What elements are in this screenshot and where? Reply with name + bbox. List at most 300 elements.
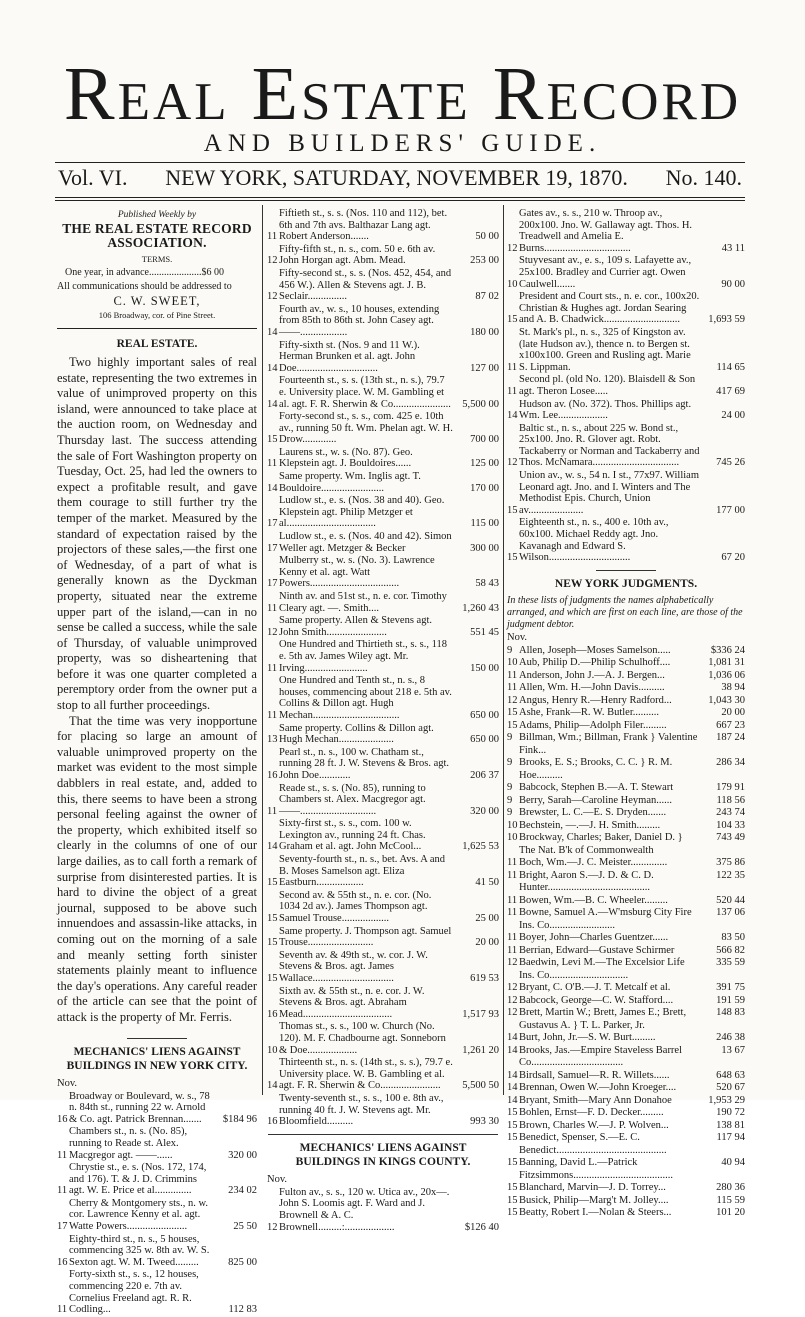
entry-amount: 24 00	[721, 410, 745, 422]
entry-text: Burt, John, Jr.—S. W. Burt.........	[519, 1032, 656, 1044]
entry-day: 12	[507, 957, 518, 969]
entry-amount: 619 53	[470, 973, 499, 984]
entry-text: Chrystie st., e. s. (Nos. 172, 174, and 176). T. & J. D. Crimmins agt. W. E. Price et al..............	[69, 1162, 207, 1197]
lien-entry	[267, 244, 499, 267]
entry-amount: 101 20	[716, 1207, 745, 1219]
entry-day: 9	[507, 732, 513, 744]
entry-day: 14	[267, 482, 278, 494]
lien-entry	[267, 747, 499, 782]
entry-amount: 191 59	[716, 994, 745, 1006]
terms-label: TERMS.	[141, 254, 173, 264]
entry-day: 15	[507, 1157, 518, 1169]
entry-day: 17	[267, 518, 278, 530]
lien-entry	[267, 1093, 499, 1128]
lien-entry	[267, 926, 499, 949]
entry-day: 10	[507, 819, 518, 831]
entry-day: 14	[507, 1094, 518, 1106]
entry-text: Beatty, Robert I.—Nolan & Steers...	[519, 1207, 672, 1219]
entry-text: Boyer, John—Charles Guentzer......	[519, 932, 669, 944]
entry-amount: 234 02	[228, 1185, 257, 1197]
entry-day: 15	[507, 552, 518, 564]
entry-day: 11	[507, 682, 518, 694]
judgment-entry	[507, 932, 745, 945]
entry-text: Second pl. (old No. 120). Blaisdell & Son agt. Theron Losee.....	[519, 374, 696, 397]
entry-text: One Hundred and Thirtieth st., s. s., 118 e. 5th av. James Wiley agt. Mr. Irving........................	[279, 639, 447, 674]
entry-amount: 520 67	[716, 1082, 745, 1094]
lien-entry	[267, 615, 499, 638]
entry-text: Babcock, George—C. W. Stafford....	[519, 994, 674, 1006]
lien-entry	[267, 591, 499, 614]
judgment-entry	[507, 795, 745, 808]
entry-text: President and Court sts., n. e. cor., 100x20. Christian & Hughes agt. Jordan Searing and A. B. Chadwick.............................	[519, 291, 700, 326]
entry-text: Bechstein, —.—J. H. Smith.........	[519, 819, 661, 831]
judgment-entry	[507, 1007, 745, 1032]
judgments-list	[507, 645, 745, 1220]
entry-text: Ninth av. and 51st st., n. e. cor. Timothy Cleary agt. —. Smith....	[279, 591, 447, 614]
entry-day: 13	[267, 734, 278, 746]
entry-text: Brooks, E. S.; Brooks, C. C. } R. M. Hoe..........	[519, 757, 673, 781]
entry-amount: 187 24	[716, 732, 745, 744]
entry-text: Same property. J. Thompson agt. Samuel Trouse.........................	[279, 925, 452, 949]
entry-text: Baedwin, Levi M.—The Excelsior Life Ins. Co..............................	[519, 957, 685, 981]
entry-amount: 1,517 93	[462, 1008, 499, 1020]
entry-text: Bowne, Samuel A.—W'msburg City Fire Ins. Co.........................	[519, 907, 692, 931]
entry-text: Seventh av. & 49th st., w. cor. J. W. Stevens & Bros. agt. James Wallace...............................	[279, 949, 428, 984]
entry-amount: 743 49	[716, 832, 745, 844]
published-weekly: Published Weekly by	[117, 210, 197, 220]
entry-text: Forty-second st., s. s., com. 425 e. 10th av., running 50 ft. Wm. Phelan agt. W. H. Drow.............	[279, 411, 453, 446]
entry-amount: 1,693 59	[708, 314, 745, 326]
entry-day: 15	[507, 504, 518, 516]
entry-text: Brockway, Charles; Baker, Daniel D. } The Nat. B'k of Commonwealth	[519, 832, 683, 856]
entry-text: Laurens st., w. s. (No. 87). Geo. Klepstein agt. J. Bouldoires......	[279, 446, 413, 470]
lien-entry	[57, 1198, 257, 1233]
entry-text: Babcock, Stephen B.—A. T. Stewart	[519, 782, 674, 794]
entry-amount: 417 69	[716, 385, 745, 397]
entry-day: 10	[267, 1044, 278, 1056]
entry-amount: 520 44	[716, 894, 745, 906]
judgment-entry	[507, 895, 745, 908]
entry-day: 16	[267, 1008, 278, 1020]
separator	[268, 1134, 498, 1135]
judgment-entry	[507, 720, 745, 733]
lien-entry	[507, 374, 745, 397]
entry-amount: 286 34	[716, 757, 745, 769]
entry-day: 11	[267, 709, 278, 721]
entry-amount: 117 94	[716, 1132, 745, 1144]
entry-amount: 179 91	[716, 782, 745, 794]
lien-entry	[267, 304, 499, 339]
entry-day: 15	[507, 1207, 518, 1219]
entry-text: Seventy-fourth st., n. s., bet. Avs. A and B. Moses Samelson agt. Eliza Eastburn..................	[279, 854, 446, 889]
entry-day: 15	[507, 1132, 518, 1144]
top-rule	[55, 162, 745, 163]
entry-day: 11	[507, 669, 518, 681]
entry-text: Brewster, L. C.—E. S. Dryden.......	[519, 807, 667, 819]
judgment-entry	[507, 1082, 745, 1095]
entry-day: 12	[507, 982, 518, 994]
entry-text: Billman, Wm.; Billman, Frank } Valentine Fink...	[519, 732, 698, 756]
entry-day: 9	[507, 782, 513, 794]
issue-number: No. 140.	[665, 165, 742, 190]
entry-text: Pearl st., n. s., 100 w. Chatham st., running 28 ft. J. W. Stevens & Bros. agt. John Doe............	[279, 746, 450, 781]
entry-text: Fourth av., w. s., 10 houses, extending from 85th to 86th st. John Casey agt. ——..................	[279, 303, 440, 338]
entry-amount: 138 81	[716, 1119, 745, 1131]
entry-amount: 566 82	[716, 944, 745, 956]
liens-kings-heading: MECHANICS' LIENS AGAINST BUILDINGS IN KINGS COUNTY.	[295, 1141, 471, 1168]
entry-amount: 13 67	[721, 1044, 745, 1056]
entry-text: Aub, Philip D.—Philip Schulhoff....	[519, 657, 671, 669]
judgment-entry	[507, 1095, 745, 1108]
separator	[596, 570, 656, 571]
volume: Vol. VI.	[58, 165, 128, 190]
entry-amount: 1,081 31	[708, 657, 745, 669]
entry-amount: 180 00	[470, 326, 499, 338]
entry-text: Gates av., s. s., 210 w. Throop av., 200x100. Jno. W. Gallaway agt. Thos. H. Treadwell and Amelia E. Burns.................................	[519, 208, 693, 254]
lien-entry	[57, 1162, 257, 1197]
entry-day: 12	[267, 291, 278, 303]
entry-text: Reade st., s. s. (No. 85), running to Chambers st. Alex. Macgregor agt. ——.............................	[279, 782, 426, 817]
lien-entry	[507, 208, 745, 254]
entry-text: Fiftieth st., s. s. (Nos. 110 and 112), bet. 6th and 7th avs. Balthazar Lang agt. Robert Anderson.......	[279, 208, 448, 243]
entry-amount: 1,036 06	[708, 669, 745, 681]
entry-text: Brett, Martin W.; Brett, James E.; Brett, Gustavus A. } T. L. Parker, Jr.	[519, 1007, 687, 1031]
entry-amount: 667 23	[716, 719, 745, 731]
entry-amount: 25 00	[475, 913, 499, 925]
judgment-entry	[507, 1157, 745, 1182]
entry-day: 15	[267, 434, 278, 446]
entry-amount: 122 35	[716, 869, 745, 881]
column-1	[57, 208, 257, 1317]
lien-entry	[267, 639, 499, 674]
lien-entry	[267, 471, 499, 494]
entry-text: Birdsall, Samuel—R. R. Willets......	[519, 1069, 670, 1081]
entry-text: Forty-sixth st., s. s., 12 houses, commencing 220 e. 7th av. Cornelius Freeland agt. R. R. Codling...	[69, 1269, 199, 1316]
entry-text: Anderson, John J.—A. J. Bergen...	[519, 669, 665, 681]
entry-text: Hudson av. (No. 372). Thos. Phillips agt. Wm. Lee...................	[519, 398, 692, 422]
entry-day: 11	[267, 231, 278, 243]
entry-text: Cherry & Montgomery sts., n. w. cor. Lawrence Kenny et al. agt. Watte Powers.......................	[69, 1197, 209, 1233]
entry-amount: 104 33	[716, 819, 745, 831]
entry-day: 12	[507, 1007, 518, 1019]
entry-day: 15	[267, 913, 278, 925]
entry-amount: 335 59	[716, 957, 745, 969]
liens-kings-list	[267, 1187, 499, 1233]
communications-line: All communications should be addressed to	[57, 281, 232, 292]
entry-text: Adams, Philip—Adolph Filer.........	[519, 719, 667, 731]
entry-text: Angus, Henry R.—Henry Radford...	[519, 694, 672, 706]
judgments-note: In these lists of judgments the names alphabetically arranged, and which are first on each line, are those of the judgment debtor.	[507, 594, 743, 630]
judgment-entry	[507, 657, 745, 670]
entry-day: 9	[507, 807, 513, 819]
entry-text: Berry, Sarah—Caroline Heyman......	[519, 794, 672, 806]
entry-amount: 206 37	[470, 769, 499, 781]
column-divider	[262, 205, 263, 1095]
liens-nyc-cont-list	[267, 208, 499, 1128]
entry-day: 15	[507, 707, 518, 719]
entry-day: 14	[507, 1069, 518, 1081]
entry-amount: 41 50	[475, 877, 499, 889]
dateline	[58, 165, 742, 195]
entry-text: Boch, Wm.—J. C. Meister..............	[519, 857, 668, 869]
entry-text: Busick, Philip—Marg't M. Jolley....	[519, 1194, 669, 1206]
liens-kings-month: Nov.	[267, 1173, 288, 1185]
entry-amount: 5,500 00	[462, 398, 499, 410]
entry-text: Broadway or Boulevard, w. s., 78 n. 84th st., running 22 w. Arnold & Co. agt. Patrick Brennan.......	[69, 1090, 210, 1125]
entry-text: Fulton av., s. s., 120 w. Utica av., 20x—. John S. Loomis agt. F. Ward and J. Brownell & A. C. Brownell.........:...................	[279, 1186, 450, 1233]
entry-day: 17	[267, 542, 278, 554]
entry-day: 15	[507, 1194, 518, 1206]
entry-text: Fifty-sixth st. (Nos. 9 and 11 W.). Herman Brunken et al. agt. John Doe...............................	[279, 339, 420, 374]
lien-entry	[57, 1234, 257, 1269]
lien-entry	[267, 818, 499, 853]
entry-text: Thirteenth st., n. s. (14th st., s. s.), 79.7 e. University place. W. B. Gambling et al. agt. F. R. Sherwin & Co.......................	[279, 1057, 453, 1092]
entry-text: One Hundred and Tenth st., n. s., 8 houses, commencing about 218 e. 5th av. Collins & Dillon agt. Hugh Mechan.................................	[279, 675, 452, 721]
entry-amount: 125 00	[470, 458, 499, 470]
entry-text: Sixth av. & 55th st., n. e. cor. J. W. Stevens & Bros. agt. Abraham Mead..................................	[279, 985, 425, 1020]
judgment-entry	[507, 820, 745, 833]
lien-entry	[267, 531, 499, 554]
entry-amount: 38 94	[721, 682, 745, 694]
issue-date: NEW YORK, SATURDAY, NOVEMBER 19, 1870.	[165, 165, 628, 190]
entry-amount: 280 36	[716, 1182, 745, 1194]
entry-day: 12	[267, 626, 278, 638]
entry-day: 11	[267, 458, 278, 470]
lien-entry	[267, 1021, 499, 1056]
lien-entry	[57, 1269, 257, 1315]
entry-day: 15	[267, 973, 278, 984]
entry-text: Fourteenth st., s. s. (13th st., n. s.), 79.7 e. University place. W. M. Gambling et al. agt. F. R. Sherwin & Co......................	[279, 375, 451, 410]
lien-entry	[507, 399, 745, 422]
lien-entry	[507, 517, 745, 563]
entry-day: 15	[267, 877, 278, 889]
publisher-name: C. W. SWEET,	[113, 294, 201, 308]
entry-day: 11	[267, 805, 278, 817]
entry-text: St. Mark's pl., n. s., 325 of Kingston av. (late Hudson av.), thence n. to Bergen st. x100x100. Green and Rusling agt. Marie S. Lippman.	[519, 326, 691, 373]
entry-text: Baltic st., n. s., about 225 w. Bond st., 25x100. Jno. R. Glover agt. Robt. Tackaberry or Norman and Tackaberry and Thos. McNamara.................................	[519, 422, 700, 469]
entry-amount: 90 00	[721, 278, 745, 290]
entry-text: Bowen, Wm.—B. C. Wheeler.........	[519, 894, 668, 906]
entry-amount: 170 00	[470, 482, 499, 494]
entry-amount: 700 00	[470, 434, 499, 446]
judgment-entry	[507, 1195, 745, 1208]
entry-day: 11	[57, 1185, 68, 1197]
entry-day: 11	[507, 857, 518, 869]
judgment-entry	[507, 682, 745, 695]
entry-text: Allen, Wm. H.—John Davis..........	[519, 682, 665, 694]
entry-day: 10	[507, 657, 518, 669]
entry-amount: 650 00	[470, 734, 499, 746]
liens-nyc-list	[57, 1091, 257, 1316]
judgment-entry	[507, 907, 745, 932]
judgment-entry	[507, 1182, 745, 1195]
judgment-entry	[507, 757, 745, 782]
entry-amount: 745 26	[716, 457, 745, 469]
entry-text: Benedict, Spenser, S.—E. C. Benedict..........................................	[519, 1132, 667, 1156]
entry-day: 15	[267, 937, 278, 949]
entry-text: Twenty-seventh st., s. s., 100 e. 8th av., running 40 ft. J. W. Stevens agt. Mr. Bloomfield..........	[279, 1092, 444, 1128]
entry-amount: 20 00	[721, 707, 745, 719]
entry-text: Bryant, Smith—Mary Ann Donahoe	[519, 1094, 672, 1106]
judgment-entry	[507, 732, 745, 757]
entry-day: 16	[57, 1113, 68, 1125]
entry-amount: 137 06	[716, 907, 745, 919]
entry-amount: 115 00	[470, 518, 499, 530]
lien-entry	[267, 723, 499, 746]
entry-day: 14	[507, 1032, 518, 1044]
entry-day: 14	[267, 841, 278, 853]
entry-day: 16	[267, 1116, 278, 1128]
entry-day: 12	[267, 1221, 278, 1233]
article-heading: REAL ESTATE.	[116, 338, 198, 350]
entry-amount: 1,625 53	[462, 841, 499, 853]
entry-text: Mulberry st., w. s. (No. 3). Lawrence Kenny et al. agt. Watt Powers..................................	[279, 555, 435, 590]
entry-amount: $184 96	[222, 1113, 257, 1125]
entry-day: 11	[267, 602, 278, 614]
entry-day: 15	[507, 1107, 518, 1119]
lien-entry	[267, 986, 499, 1021]
entry-text: Same property. Collins & Dillon agt. Hugh Mechan.....................	[279, 722, 434, 746]
judgment-entry	[507, 782, 745, 795]
column-3	[507, 208, 745, 1220]
lien-entry	[267, 1187, 499, 1233]
entry-day: 11	[507, 361, 518, 373]
entry-day: 14	[507, 1044, 518, 1056]
entry-text: Bryant, C. O'B.—J. T. Metcalf et al.	[519, 982, 671, 994]
entry-day: 12	[507, 694, 518, 706]
entry-amount: 115 59	[716, 1194, 745, 1206]
entry-amount: 650 00	[470, 709, 499, 721]
column-divider	[503, 205, 504, 1095]
entry-amount: 127 00	[470, 362, 499, 374]
entry-text: Fifty-second st., s. s. (Nos. 452, 454, and 456 W.). Allen & Stevens agt. J. B. Seclair...............	[279, 267, 452, 303]
entry-amount: 320 00	[228, 1149, 257, 1161]
entry-text: Second av. & 55th st., n. e. cor. (No. 1034 2d av.). James Thompson agt. Samuel Trouse..................	[279, 889, 432, 925]
entry-day: 14	[267, 362, 278, 374]
lien-entry	[507, 423, 745, 469]
entry-day: 10	[507, 832, 518, 844]
article-paragraph-2: That the time was very inopportune for placing so large an amount of valuable unimproved property on the market was evident to the most simple dabblers in real estate, and, added to this, there seems to have been a strong personal feeling against the owner of the property, which exhibited itself so clearly in the columns of one of our large dailies, as to call forth a remark of surprise from disinterested parties. It is hard to divine the object of a great journal, supposed to be above such innuendoes and assassin-like attacks, in coming out on the morning of a sale and meanly setting forth sinister statements plainly meant to influence the day's operations. Any careful reader of the article can see that the point of attack is the property of Mr. Ferris.	[57, 713, 257, 1024]
lien-entry	[267, 854, 499, 889]
lien-entry	[267, 208, 499, 243]
entry-day: 11	[507, 869, 518, 881]
entry-amount: 190 72	[716, 1107, 745, 1119]
entry-day: 10	[507, 278, 518, 290]
entry-amount: 43 11	[721, 242, 745, 254]
lien-entry	[267, 675, 499, 721]
lien-entry	[267, 411, 499, 446]
entry-day: 11	[507, 907, 518, 919]
judgment-entry	[507, 707, 745, 720]
entry-amount: 177 00	[716, 504, 745, 516]
entry-text: Sixty-first st., s. s., com. 100 w. Lexington av., running 24 ft. Chas. Graham et al. agt. John McCool...	[279, 818, 426, 853]
lien-entry	[57, 1126, 257, 1161]
publisher-address: 106 Broadway, cor. of Pine Street.	[98, 310, 216, 320]
entry-day: 16	[267, 769, 278, 781]
entry-text: Stuyvesant av., e. s., 109 s. Lafayette av., 25x100. Bradley and Currier agt. Owen Caulwell.......	[519, 255, 692, 290]
entry-amount: 1,260 43	[462, 602, 499, 614]
entry-text: Eighteenth st., n. s., 400 e. 10th av., 60x100. Michael Reddy agt. Jno. Kavanagh and Edward S. Wilson...............................	[519, 517, 669, 564]
entry-day: 11	[507, 932, 518, 944]
entry-text: Brown, Charles W.—J. P. Wolven...	[519, 1119, 669, 1131]
judgment-entry	[507, 695, 745, 708]
entry-text: Bohlen, Ernst—F. D. Decker.........	[519, 1107, 664, 1119]
masthead-subtitle: AND BUILDERS' GUIDE.	[203, 130, 602, 157]
lien-entry	[267, 495, 499, 530]
liens-kings-cont-list	[507, 208, 745, 564]
judgment-entry	[507, 857, 745, 870]
entry-amount: 246 38	[716, 1032, 745, 1044]
entry-day: 16	[57, 1256, 68, 1268]
judgment-entry	[507, 945, 745, 958]
judgment-entry	[507, 957, 745, 982]
lien-entry	[267, 268, 499, 303]
entry-amount: 825 00	[228, 1256, 257, 1268]
entry-amount: 1,043 30	[708, 694, 745, 706]
entry-text: Brennan, Owen W.—John Kroeger....	[519, 1082, 677, 1094]
entry-text: Ashe, Frank—R. W. Butler..........	[519, 707, 660, 719]
entry-amount: 50 00	[475, 231, 499, 243]
entry-amount: 150 00	[470, 662, 499, 674]
judgment-entry	[507, 807, 745, 820]
entry-day: 17	[267, 578, 278, 590]
entry-amount: 253 00	[470, 255, 499, 267]
entry-amount: 1,261 20	[462, 1044, 499, 1056]
entry-text: Thomas st., s. s., 100 w. Church (No. 120). M. F. Chadbourne agt. Sonneborn & Doe...................	[279, 1021, 446, 1056]
judgment-entry	[507, 1070, 745, 1083]
entry-text: Bright, Aaron S.—J. D. & C. D. Hunter.......................................	[519, 869, 654, 894]
judgment-entry	[507, 670, 745, 683]
entry-amount: 993 30	[470, 1116, 499, 1128]
entry-text: Union av., w. s., 54 n. I st., 77x97. William Leonard agt. Jno. and I. Winters and The Methodist Epis. Church, Union av.....................	[519, 470, 700, 516]
entry-day: 11	[507, 944, 518, 956]
entry-day: 14	[507, 1082, 518, 1094]
judgment-entry	[507, 1107, 745, 1120]
judgment-entry	[507, 870, 745, 895]
entry-text: Blanchard, Marvin—J. D. Torrey...	[519, 1182, 666, 1194]
entry-amount: 648 63	[716, 1069, 745, 1081]
judgment-entry	[507, 1132, 745, 1157]
entry-day: 9	[507, 757, 513, 769]
entry-amount: $336 24	[710, 644, 745, 656]
entry-day: 14	[267, 398, 278, 410]
entry-day: 15	[507, 1182, 518, 1194]
entry-amount: 300 00	[470, 542, 499, 554]
entry-amount: 58 43	[475, 578, 499, 590]
entry-amount: 243 74	[716, 807, 745, 819]
entry-text: Chambers st., n. s. (No. 85), running to Reade st. Alex. Macgregor agt. ——......	[69, 1126, 188, 1161]
entry-amount: 391 75	[716, 982, 745, 994]
entry-day: 11	[57, 1149, 68, 1161]
judgment-entry	[507, 995, 745, 1008]
lien-entry	[267, 375, 499, 410]
entry-text: Berrian, Edward—Gustave Schirmer	[519, 944, 675, 956]
lien-entry	[267, 555, 499, 590]
liens-nyc-month: Nov.	[57, 1077, 78, 1089]
entry-amount: 40 94	[721, 1157, 745, 1169]
entry-day: 11	[57, 1304, 68, 1316]
entry-amount: 551 45	[470, 626, 499, 638]
entry-amount: 87 02	[475, 291, 499, 303]
lien-entry	[507, 255, 745, 290]
entry-text: Same property. Allen & Stevens agt. John Smith.......................	[279, 615, 432, 638]
entry-day: 11	[267, 662, 278, 674]
entry-amount: 114 65	[716, 361, 745, 373]
judgment-entry	[507, 982, 745, 995]
lien-entry	[267, 1057, 499, 1092]
entry-text: Fifty-fifth st., n. s., com. 50 e. 6th av. John Horgan agt. Abm. Mead.	[279, 243, 436, 267]
section-rule	[57, 328, 257, 329]
